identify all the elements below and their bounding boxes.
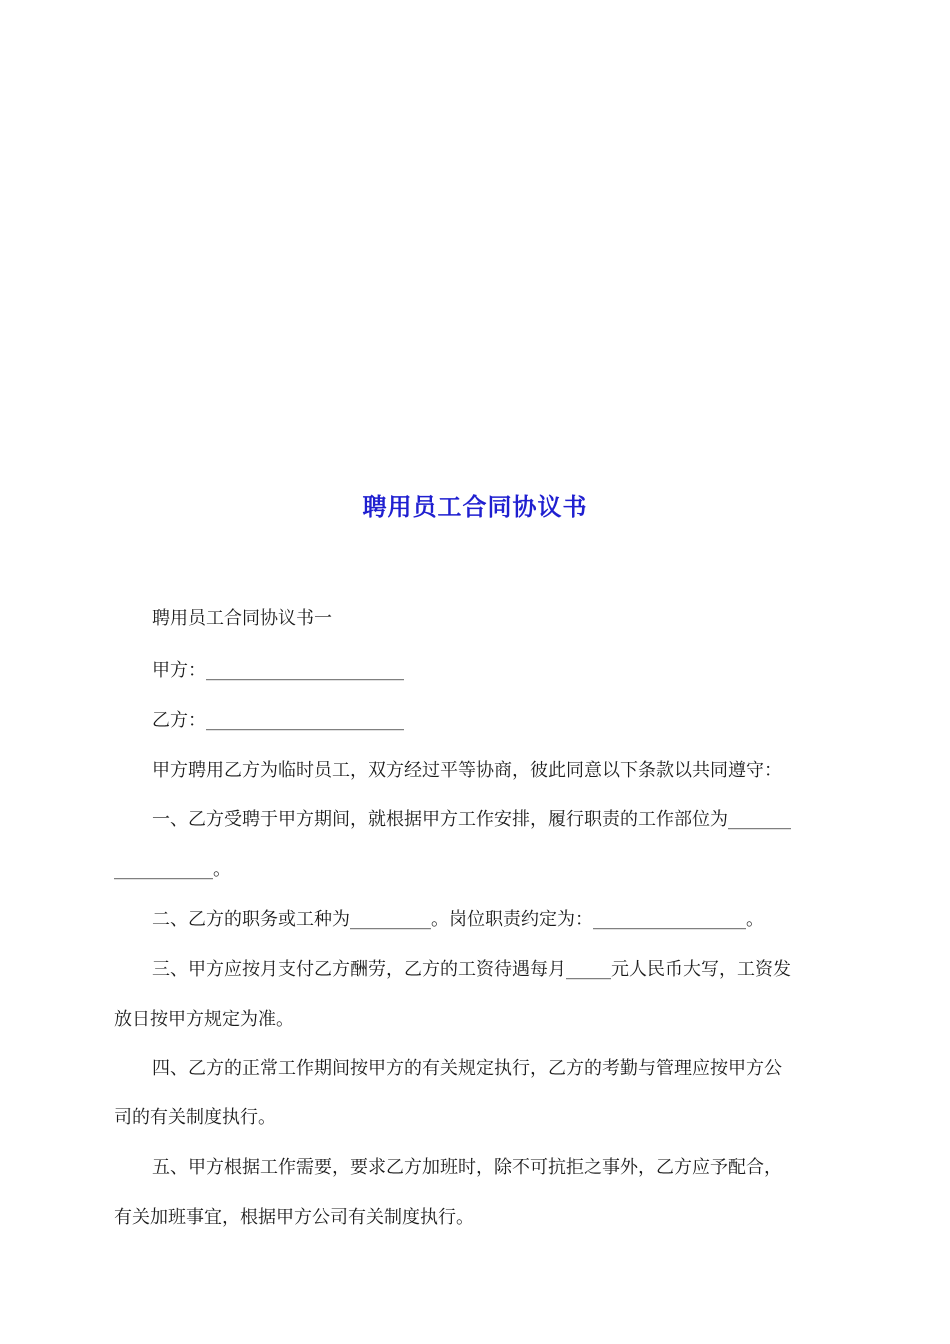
document-title: 聘用员工合同协议书 — [362, 492, 588, 521]
clause-1-line-2: ___________。 — [114, 859, 231, 880]
party-a-line: 甲方：______________________ — [152, 660, 404, 681]
clause-3-line-2: 放日按甲方规定为准。 — [114, 1009, 294, 1030]
clause-2: 二、乙方的职务或工种为_________。岗位职责约定为：_________________。 — [152, 909, 764, 930]
party-b-line: 乙方：______________________ — [152, 710, 404, 731]
clause-5-line-2: 有关加班事宜，根据甲方公司有关制度执行。 — [114, 1207, 474, 1228]
section-heading: 聘用员工合同协议书一 — [152, 608, 332, 629]
clause-1-line-1: 一、乙方受聘于甲方期间，就根据甲方工作安排，履行职责的工作部位为_______ — [152, 809, 791, 830]
clause-5-line-1: 五、甲方根据工作需要，要求乙方加班时，除不可抗拒之事外，乙方应予配合， — [152, 1157, 782, 1178]
clause-4-line-2: 司的有关制度执行。 — [114, 1107, 276, 1128]
intro-paragraph: 甲方聘用乙方为临时员工，双方经过平等协商，彼此同意以下条款以共同遵守： — [152, 760, 782, 781]
clause-3-line-1: 三、甲方应按月支付乙方酬劳，乙方的工资待遇每月_____元人民币大写，工资发 — [152, 959, 791, 980]
clause-4-line-1: 四、乙方的正常工作期间按甲方的有关规定执行，乙方的考勤与管理应按甲方公 — [152, 1058, 782, 1079]
